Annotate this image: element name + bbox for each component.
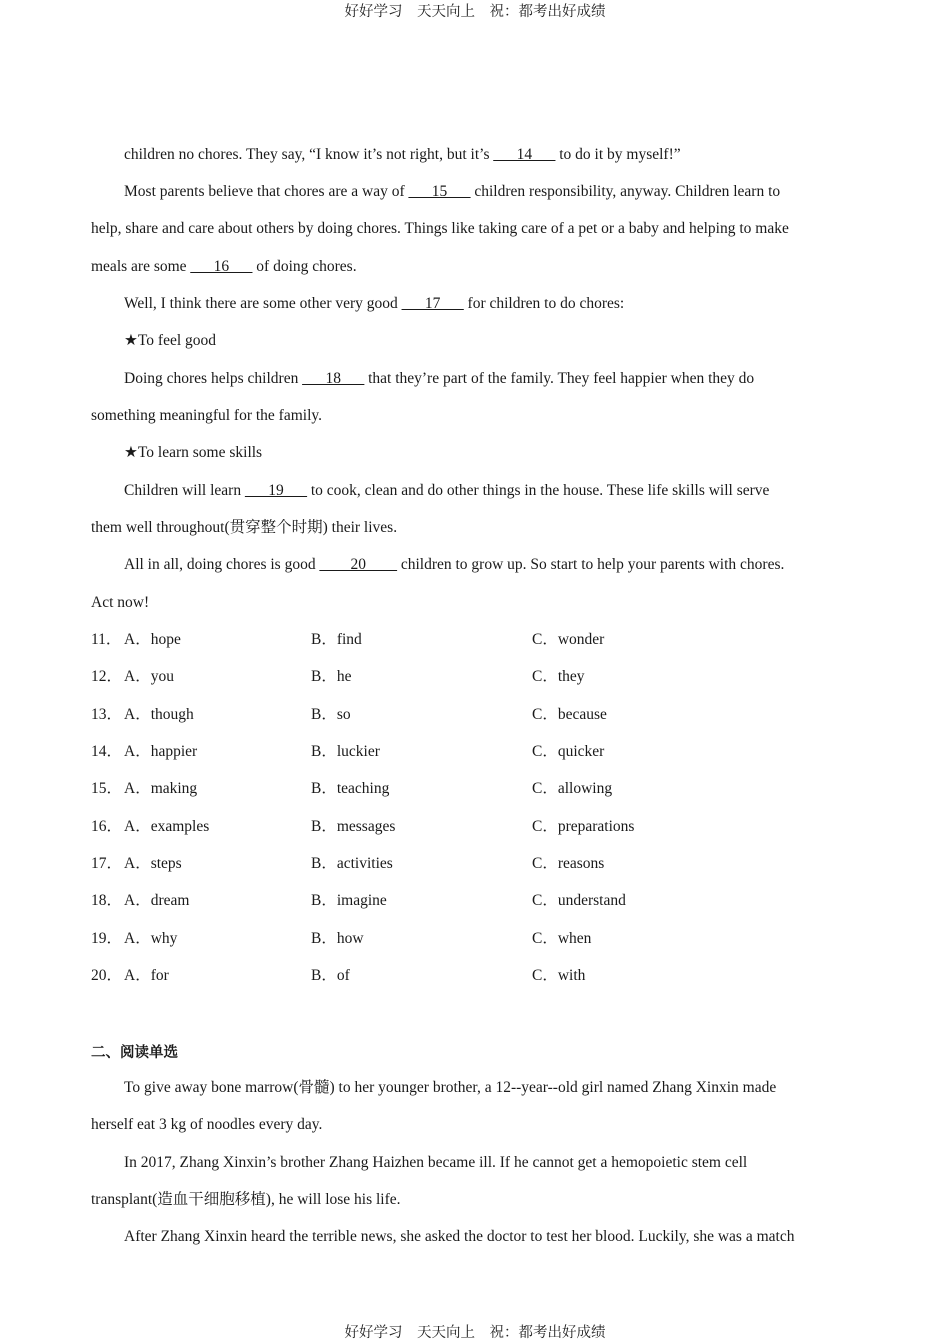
blank-17: ___17___ [401, 295, 464, 312]
text: that they’re part of the family. They feel happier when they do [364, 370, 755, 387]
option-c[interactable]: C．wonder [532, 631, 605, 648]
option-c[interactable]: C．quicker [532, 743, 605, 760]
option-c[interactable]: C．reasons [532, 855, 605, 872]
text: Children will learn [124, 482, 245, 499]
option-c[interactable]: C．when [532, 930, 592, 947]
text: of doing chores. [252, 258, 357, 275]
blank-15: ___15___ [408, 183, 471, 200]
blank-18: ___18___ [302, 370, 365, 387]
option-a[interactable]: A．making [124, 780, 198, 797]
passage-line-19 [124, 481, 769, 501]
option-b[interactable]: B．teaching [311, 780, 390, 797]
option-b[interactable]: B．luckier [311, 743, 380, 760]
question-number: 12． [91, 668, 123, 685]
text: for children to do chores: [463, 295, 625, 312]
text: Doing chores helps children [124, 370, 303, 387]
passage-line-18 [124, 369, 754, 389]
question-number: 16． [91, 818, 123, 835]
blank-16: ___16___ [190, 258, 253, 275]
text: Well, I think there are some other very good [124, 295, 402, 312]
option-c[interactable]: C．allowing [532, 780, 613, 797]
passage-line: something meaningful for the family. [91, 407, 323, 424]
option-a[interactable]: A．though [124, 706, 194, 723]
blank-19: ___19___ [244, 482, 307, 499]
option-a[interactable]: A．examples [124, 818, 210, 835]
page-header: 好好学习 天天向上 祝：都考出好成绩 [344, 4, 606, 20]
section-title: 二、阅读单选 [91, 1045, 178, 1061]
option-b[interactable]: B．imagine [311, 892, 387, 909]
page-footer: 好好学习 天天向上 祝：都考出好成绩 [344, 1325, 606, 1341]
text: children responsibility, anyway. Children learn to [470, 183, 781, 200]
passage-line: Act now! [91, 594, 150, 611]
option-b[interactable]: B．find [311, 631, 362, 648]
option-b[interactable]: B．how [311, 930, 364, 947]
passage-line: In 2017, Zhang Xinxin’s brother Zhang Haizhen became ill. If he cannot get a hemopoietic stem cell [124, 1154, 748, 1171]
passage-line-20 [124, 555, 784, 575]
question-number: 15． [91, 780, 123, 797]
subheading-feel-good: ★To feel good [124, 332, 217, 349]
option-b[interactable]: B．messages [311, 818, 396, 835]
text: All in all, doing chores is good [124, 556, 320, 573]
subheading-learn-skills: ★To learn some skills [124, 444, 263, 461]
option-a[interactable]: A．why [124, 930, 178, 947]
blank-14: ___14___ [493, 146, 556, 163]
question-number: 18． [91, 892, 123, 909]
option-a[interactable]: A．hope [124, 631, 181, 648]
option-a[interactable]: A．dream [124, 892, 190, 909]
text: to cook, clean and do other things in the house. These life skills will serve [306, 482, 770, 499]
option-c[interactable]: C．because [532, 706, 607, 723]
question-number: 20． [91, 967, 123, 984]
option-c[interactable]: C．with [532, 967, 586, 984]
option-b[interactable]: B．so [311, 706, 351, 723]
option-b[interactable]: B．of [311, 967, 350, 984]
text: children no chores. They say, “I know it’s not right, but it’s [124, 146, 494, 163]
question-number: 14． [91, 743, 123, 760]
option-c[interactable]: C．understand [532, 892, 626, 909]
question-number: 19． [91, 930, 123, 947]
option-b[interactable]: B．activities [311, 855, 393, 872]
passage-line: To give away bone marrow(骨髓) to her younger brother, a 12--year--old girl named Zhang Xinxin made [124, 1079, 777, 1096]
passage-line: transplant(造血干细胞移植), he will lose his life. [91, 1191, 401, 1208]
option-a[interactable]: A．for [124, 967, 169, 984]
passage-line-17 [124, 294, 624, 314]
option-c[interactable]: C．preparations [532, 818, 635, 835]
passage-line: herself eat 3 kg of noodles every day. [91, 1116, 323, 1133]
text: Most parents believe that chores are a way of [124, 183, 409, 200]
passage-line: After Zhang Xinxin heard the terrible news, she asked the doctor to test her blood. Luckily, she was a match [124, 1228, 795, 1245]
question-number: 17． [91, 855, 123, 872]
passage-line-14 [124, 145, 681, 165]
option-c[interactable]: C．they [532, 668, 585, 685]
text: children to grow up. So start to help your parents with chores. [396, 556, 785, 573]
text: meals are some [91, 258, 191, 275]
option-b[interactable]: B．he [311, 668, 352, 685]
passage-line: help, share and care about others by doing chores. Things like taking care of a pet or a baby and helping to make [91, 220, 789, 237]
option-a[interactable]: A．happier [124, 743, 198, 760]
question-number: 11． [91, 631, 122, 648]
option-a[interactable]: A．you [124, 668, 174, 685]
passage-line-15 [124, 182, 780, 202]
passage-line-16 [91, 257, 357, 277]
option-a[interactable]: A．steps [124, 855, 182, 872]
question-number: 13． [91, 706, 123, 723]
blank-20: ____20____ [319, 556, 397, 573]
passage-line: them well throughout(贯穿整个时期) their lives. [91, 519, 398, 536]
text: to do it by myself!” [555, 146, 681, 163]
